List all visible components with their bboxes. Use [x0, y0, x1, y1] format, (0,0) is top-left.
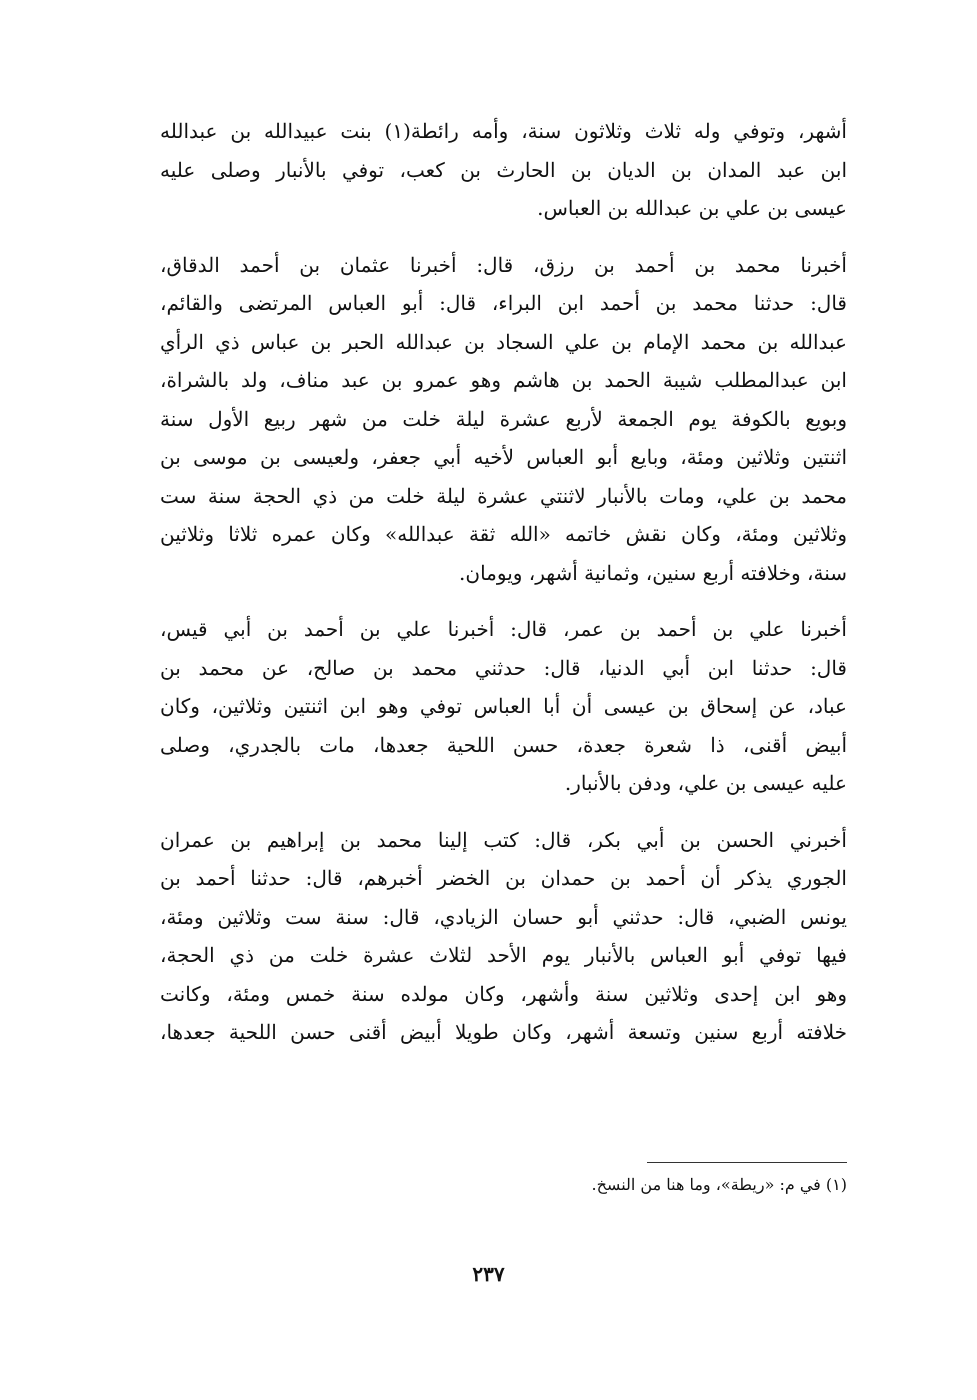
text-line: ابن عبد المدان بن الديان بن الحارث بن كعب، توفي بالأنبار وصلى عليه [160, 157, 847, 182]
text-line: سنة، وخلافته أربع سنين، وثمانية أشهر، ويومان. [459, 560, 847, 585]
footnote-divider [647, 1162, 847, 1163]
text-line: خلافته أربع سنين وتسعة أشهر، وكان طويلا أبيض أقنى حسن اللحية جعدها، [160, 1020, 847, 1044]
page-number: ٢٣٧ [472, 1262, 505, 1286]
text-line: أبيض أقنى، ذا شعرة جعدة، حسن اللحية جعدها، مات بالجدري، وصلى [160, 732, 847, 757]
text-line: وهو ابن إحدى وثلاثين سنة وأشهر، وكان مولده سنة خمس ومئة، وكانت [160, 981, 847, 1006]
main-text [160, 112, 847, 1052]
text-line: فيها توفي أبو العباس بالأنبار يوم الأحد لثلاث عشرة خلت من ذي الحجة، [160, 943, 847, 967]
text-line: محمد بن علي، ومات بالأنبار لاثنتي عشرة ليلة خلت من ذي الحجة سنة ست [160, 483, 847, 508]
paragraph-4 [160, 821, 847, 1052]
paragraph-2 [160, 246, 847, 593]
text-line: وثلاثين ومئة، وكان نقش خاتمه «الله ثقة عبدالله» وكان عمره ثلاثا وثلاثين [160, 522, 847, 546]
text-line: قال: حدثنا ابن أبي الدنيا، قال: حدثني محمد بن صالح، عن محمد بن [160, 655, 847, 680]
text-line: الجوري يذكر أن أحمد بن حمدان بن الخضر أخبرهم، قال: حدثنا أحمد بن [160, 866, 847, 890]
text-line: عليه عيسى بن علي، ودفن بالأنبار. [564, 771, 847, 795]
text-line: يونس الضبي، قال: حدثني أبو حسان الزيادي، قال: سنة ست وثلاثين ومئة، [160, 904, 848, 929]
text-line: أخبرنا علي بن أحمد بن عمر، قال: أخبرنا علي بن أحمد بن أبي قيس، [160, 617, 847, 641]
text-line: ابن عبدالمطلب شيبة الحمد بن هاشم وهو عمرو بن عبد مناف، ولد بالشراة، [160, 368, 847, 392]
text-line: أخبرني الحسن بن أبي بكر، قال: كتب إلينا محمد بن إبراهيم بن عمران [160, 827, 847, 852]
text-line: عبدالله بن محمد الإمام بن علي السجاد بن عبدالله الحبر بن عباس ذي الرأي [160, 329, 847, 354]
text-line: اثنتين وثلاثين ومئة، وبايع أبو العباس لأخيه أبي جعفر، ولعيسى بن موسى بن [160, 445, 847, 469]
text-line: أخبرنا محمد بن أحمد بن رزق، قال: أخبرنا عثمان بن أحمد الدقاق، [160, 252, 847, 277]
text-line: قال: حدثنا محمد بن أحمد ابن البراء، قال: أبو العباس المرتضى والقائم، [160, 291, 847, 315]
text-line: عيسى بن علي بن عبدالله بن العباس. [537, 196, 847, 220]
footnote: (١) في م: «ريطة»، وما هنا من النسخ. [591, 1175, 847, 1194]
paragraph-3 [160, 610, 847, 803]
paragraph-1 [160, 112, 847, 228]
text-line: أشهر، وتوفي وله ثلاث وثلاثون سنة، وأمه رائطة(١) بنت عبيدالله بن عبدالله [160, 119, 847, 143]
text-line: عباد، عن إسحاق بن عيسى أن أبا العباس توفي وهو ابن اثنتين وثلاثين، وكان [160, 694, 847, 718]
text-line: وبويع بالكوفة يوم الجمعة لأربع عشرة ليلة خلت من شهر ربيع الأول سنة [160, 406, 847, 431]
